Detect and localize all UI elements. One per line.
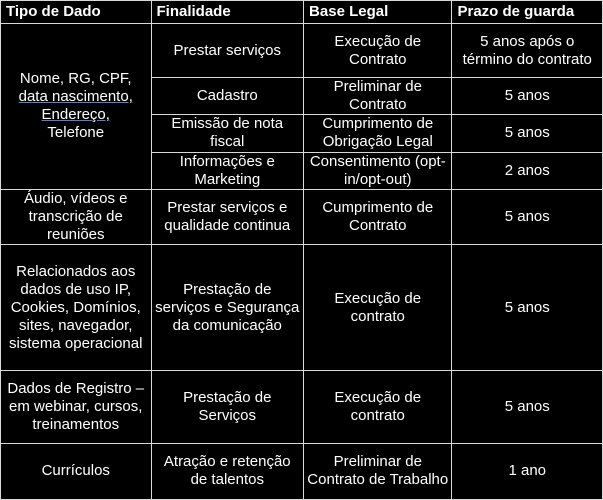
- cell-finalidade: Prestar serviços: [151, 24, 304, 78]
- header-tipo-de-dado: Tipo de Dado: [1, 1, 152, 24]
- table-row: [1, 244, 603, 371]
- cell-finalidade: Cadastro: [151, 78, 304, 115]
- cell-base-legal: Execução de Contrato: [304, 24, 452, 78]
- cell-prazo: 1 ano: [452, 443, 603, 499]
- cell-base-legal: Cumprimento de Contrato: [304, 189, 452, 244]
- header-row: [1, 1, 603, 24]
- table-row: [1, 24, 603, 78]
- header-base-legal: Base Legal: [304, 1, 452, 24]
- cell-base-legal: Execução de contrato: [304, 244, 452, 371]
- cell-prazo: 5 anos após o término do contrato: [452, 24, 603, 78]
- tipo-line: data nascimento,: [18, 88, 133, 106]
- cell-prazo: 5 anos: [452, 189, 603, 244]
- cell-prazo: 5 anos: [452, 78, 603, 115]
- cell-tipo-dado: Áudio, vídeos e transcrição de reuniões: [1, 189, 152, 244]
- cell-finalidade: Informações e Marketing: [151, 152, 304, 189]
- cell-base-legal: Cumprimento de Obrigação Legal: [304, 115, 452, 152]
- cell-finalidade: Emissão de nota fiscal: [151, 115, 304, 152]
- cell-finalidade: Atração e retenção de talentos: [151, 443, 304, 499]
- table-row: [1, 189, 603, 244]
- cell-prazo: 5 anos: [452, 244, 603, 371]
- tipo-line: Nome, RG, CPF,: [19, 70, 132, 88]
- cell-tipo-dado: Relacionados aos dados de uso IP, Cookies, Domínios, sites, navegador, sistema operacional: [1, 244, 152, 371]
- cell-tipo-dado: [1, 24, 152, 190]
- tipo-line: Endereço,: [41, 106, 110, 124]
- cell-prazo: 2 anos: [452, 152, 603, 189]
- cell-tipo-dado: Currículos: [1, 443, 152, 499]
- cell-finalidade: Prestação de Serviços: [151, 371, 304, 443]
- cell-finalidade: Prestação de serviços e Segurança da comunicação: [151, 244, 304, 371]
- cell-base-legal: Consentimento (opt-in/opt-out): [304, 152, 452, 189]
- cell-base-legal: Execução de contrato: [304, 371, 452, 443]
- cell-prazo: 5 anos: [452, 115, 603, 152]
- cell-prazo: 5 anos: [452, 371, 603, 443]
- header-finalidade: Finalidade: [151, 1, 304, 24]
- cell-base-legal: Preliminar de Contrato de Trabalho: [304, 443, 452, 499]
- tipo-line: Telefone: [47, 124, 105, 142]
- header-prazo-de-guarda: Prazo de guarda: [452, 1, 603, 24]
- cell-base-legal: Preliminar de Contrato: [304, 78, 452, 115]
- table-row: [1, 443, 603, 499]
- cell-finalidade: Prestar serviços e qualidade continua: [151, 189, 304, 244]
- cell-tipo-dado: Dados de Registro – em webinar, cursos, treinamentos: [1, 371, 152, 443]
- table-row: [1, 371, 603, 443]
